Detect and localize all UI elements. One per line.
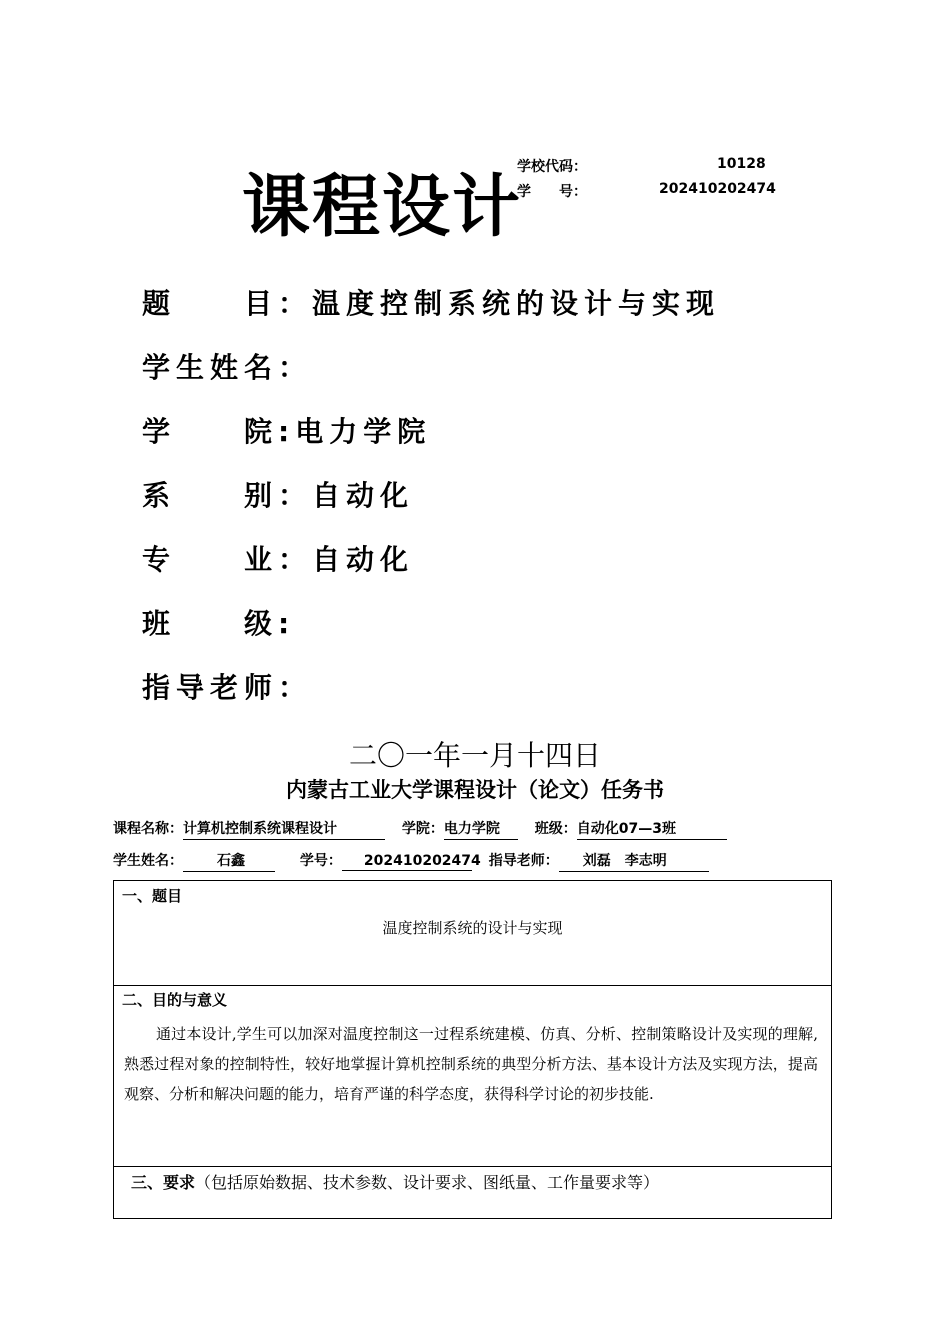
- cover-field-value: 自动化: [312, 543, 415, 576]
- course-label: 课程名称：: [113, 821, 183, 837]
- cover-field-advisor: [142, 668, 312, 708]
- student-no-label: 学 号：: [517, 184, 587, 200]
- info-row-student: [113, 850, 758, 872]
- section-purpose-body: 通过本设计,学生可以加深对温度控制这一过程系统建模、仿真、分析、控制策略设计及实现的理解,熟悉过程对象的控制特性，较好地掌握计算机控制系统的典型分析方法、基本设计方法及实现方法，提高观察、分析和解决问题的能力，培育严谨的科学态度，获得科学讨论的初步技能.: [124, 1025, 818, 1103]
- cover-field-label: 系 别：: [142, 479, 313, 512]
- cover-field-label: 指导老师：: [142, 671, 313, 704]
- section-requirements-note: （包括原始数据、技术参数、设计要求、图纸量、工作量要求等）: [195, 1173, 660, 1192]
- college-label: 学院：: [401, 821, 444, 837]
- section-topic-heading: 一、题目: [122, 887, 183, 905]
- cover-field-value: 自动化: [312, 479, 415, 512]
- section-purpose-heading: 二、目的与意义: [122, 991, 228, 1009]
- cover-field-college: [142, 412, 431, 452]
- section-requirements-heading: [131, 1170, 659, 1193]
- info-row-course: [113, 818, 758, 840]
- college-value: 电力学院: [444, 818, 518, 840]
- section-requirements-title: 三、要求: [131, 1173, 196, 1192]
- class-value: 自动化07—3班: [577, 818, 727, 840]
- cover-field-label: 专 业：: [142, 543, 313, 576]
- teacher-value: 刘磊 李志明: [559, 850, 709, 872]
- student-name-label: 学生姓名：: [113, 853, 183, 869]
- school-code-label: 学校代码：: [517, 159, 587, 175]
- cover-field-value: 温度控制系统的设计与实现: [312, 287, 721, 320]
- student-no-label-2: 学号：: [299, 853, 342, 869]
- cover-field-label: 学 院:: [142, 415, 296, 448]
- section-requirements-box: [113, 1166, 832, 1219]
- cover-field-class: [142, 604, 295, 644]
- student-no-value-2: 202410202474: [342, 853, 472, 871]
- cover-field-student-name: [142, 348, 312, 388]
- student-name-value: 石鑫: [183, 850, 275, 872]
- student-no-value: 202410202474: [659, 181, 776, 197]
- course-value: 计算机控制系统课程设计: [183, 818, 385, 840]
- section-topic-box: [113, 880, 832, 986]
- task-book-title: 内蒙古工业大学课程设计（论文）任务书: [286, 778, 664, 802]
- cover-title: 课程设计: [242, 168, 523, 247]
- cover-field-department: [142, 476, 414, 516]
- teacher-label: 指导老师：: [488, 853, 559, 869]
- cover-field-label: 题 目：: [142, 287, 313, 320]
- cover-date: 二〇一年一月十四日: [348, 739, 601, 772]
- cover-field-value: 电力学院: [295, 415, 432, 448]
- school-code-value: 10128: [717, 156, 766, 172]
- class-label: 班级：: [534, 821, 577, 837]
- cover-field-label: 班 级:: [142, 607, 296, 640]
- cover-field-topic: [142, 284, 720, 324]
- cover-field-major: [142, 540, 414, 580]
- section-purpose-box: [113, 985, 832, 1167]
- cover-field-label: 学生姓名：: [142, 351, 313, 384]
- section-topic-body: 温度控制系统的设计与实现: [382, 919, 563, 937]
